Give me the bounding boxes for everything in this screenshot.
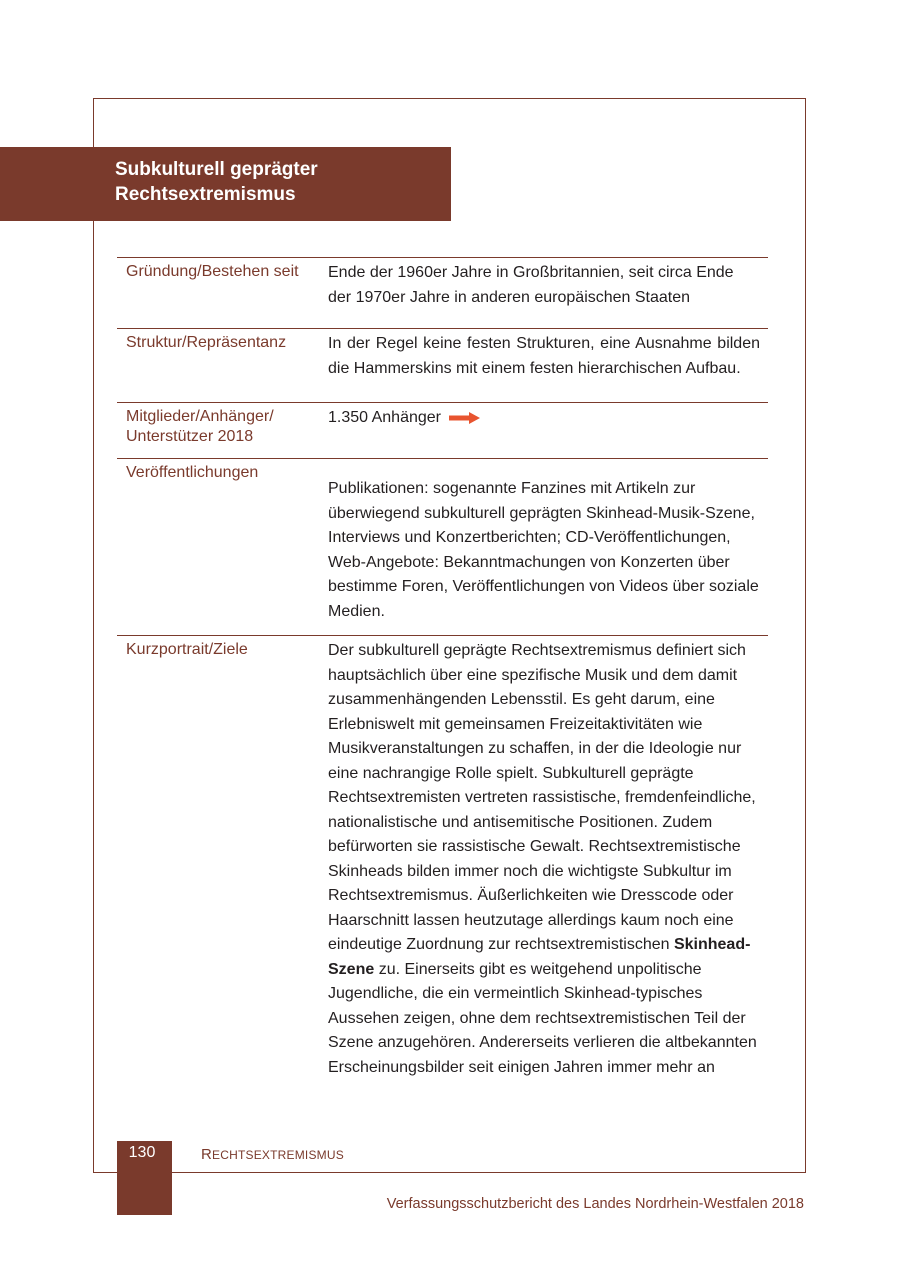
table-row <box>117 328 768 402</box>
row-value-gruendung: Ende der 1960er Jahre in Großbritannien, seit circa Ende der 1970er Jahre in anderen europäischen Staaten <box>328 264 734 306</box>
table-row <box>117 635 768 1105</box>
running-head <box>201 1145 344 1165</box>
kurzportrait-text-1: Der subkulturell geprägte Rechtsextremismus definiert sich hauptsächlich über eine spezifische Musik und dem damit zusammenhängenden Lebensstil. Es geht darum, eine Erlebniswelt mit gemeinsamen Freizeitaktivitäten wie Musikveranstaltungen zu schaffen, in der die Ideologie nur eine nachrangige Rolle spielt. Subkulturell geprägte Rechtsextremisten vertreten rassistische, fremdenfeindliche, nationalistische und antisemitische Positionen. Zudem befürworten sie rassistische Gewalt. Rechtsextremistische Skinheads bilden immer noch die wichtigste Subkultur im Rechtsextremismus. Äußerlichkeiten wie Dresscode oder Haarschnitt lassen heutzutage allerdings kaum noch eine eindeutige Zuordnung zur rechtsextremistischen <box>328 642 756 953</box>
row-label-struktur: Struktur/Repräsentanz <box>126 334 287 351</box>
section-title: Subkulturell geprägter Rechtsextremismus <box>115 159 318 205</box>
running-head-initial: R <box>201 1146 213 1163</box>
page-number: 130 <box>128 1144 156 1161</box>
kurzportrait-bold-term: Skinhead-Szene <box>328 936 751 978</box>
arrow-right-icon <box>449 412 481 424</box>
row-value-mitglieder <box>328 406 760 431</box>
kurzportrait-text-2: zu. Einerseits gibt es weitgehend unpolitische Jugendliche, die ein vermeintlich Skinhead-typisches Aussehen zeigen, ohne dem rechtsextremistischen Teil der Szene anzugehören. Andererseits verlieren die altbekannten Erscheinungsbilder seit einigen Jahren immer mehr an <box>328 960 757 1076</box>
running-head-rest: ECHTSEXTREMISMUS <box>212 1148 344 1162</box>
member-count: 1.350 Anhänger <box>328 409 441 426</box>
table-row <box>117 257 768 328</box>
section-title-band <box>0 147 451 221</box>
row-value-kurzportrait <box>328 639 760 1080</box>
table-row <box>117 458 768 635</box>
row-value-veroeffentlichungen: Publikationen: sogenannte Fanzines mit Artikeln zur überwiegend subkulturell geprägten Skinhead-Musik-Szene, Interviews und Konzertberichten; CD-Veröffentlichungen, Web-Angebote: Bekanntmachungen von Konzerten über bestimme Foren, Veröffentlichungen von Videos über soziale Medien. <box>328 480 759 620</box>
report-title: Verfassungsschutzbericht des Landes Nordrhein-Westfalen 2018 <box>386 1196 804 1212</box>
info-table <box>117 257 768 1105</box>
row-label-gruendung: Gründung/Bestehen seit <box>126 263 299 280</box>
row-value-struktur: In der Regel keine festen Strukturen, eine Ausnahme bilden die Hammerskins mit einem festen hierarchischen Aufbau. <box>328 335 760 377</box>
row-label-mitglieder: Mitglieder/Anhänger/ Unterstützer 2018 <box>126 408 274 445</box>
row-label-veroeffentlichungen: Veröffentlichungen <box>126 464 259 481</box>
row-label-kurzportrait: Kurzportrait/Ziele <box>126 641 248 658</box>
table-row <box>117 402 768 458</box>
